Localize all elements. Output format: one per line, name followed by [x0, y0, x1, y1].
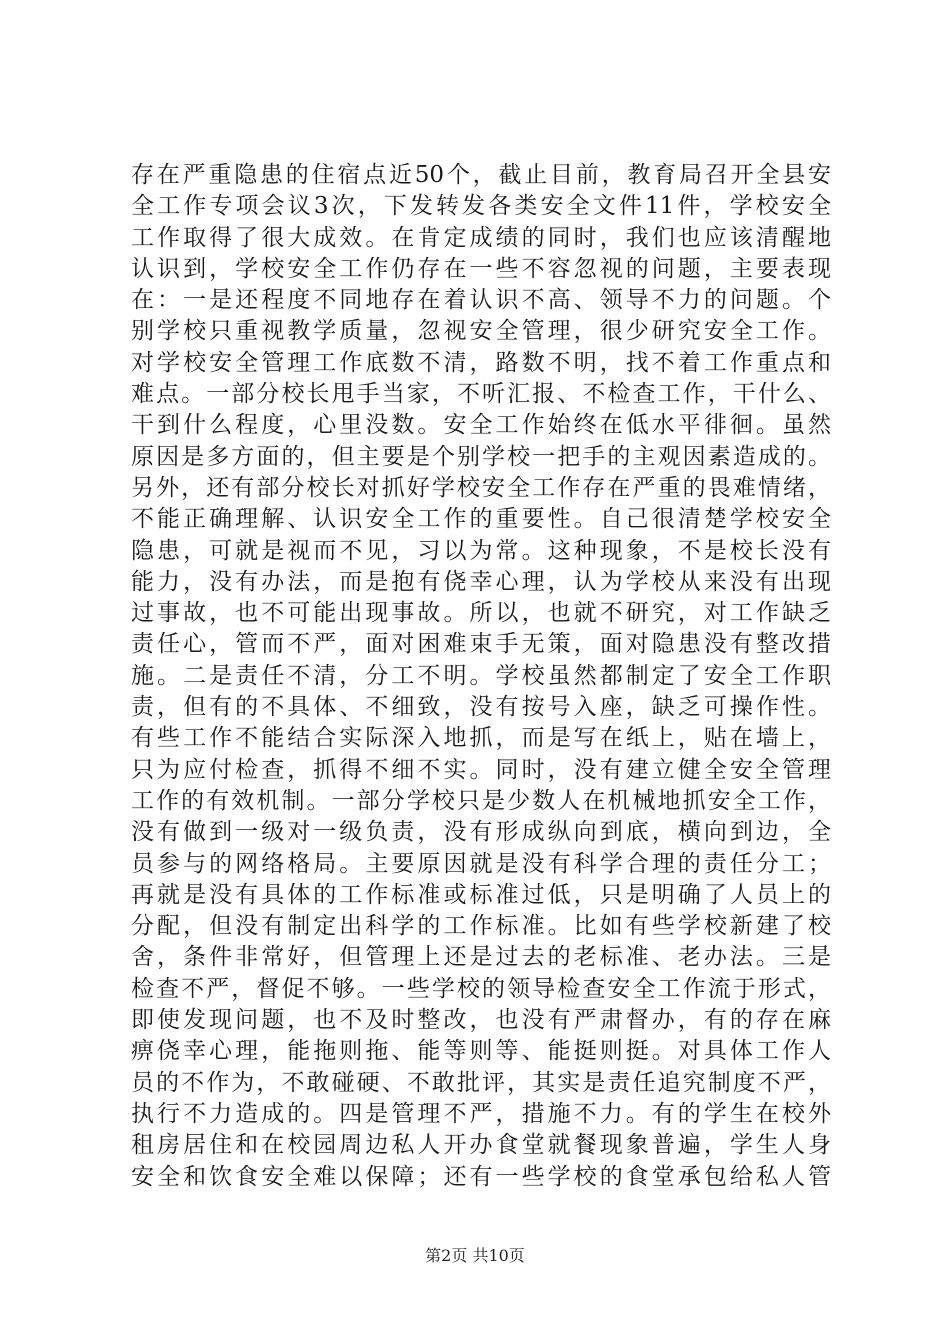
text-line: 施。二是责任不清，分工不明。学校虽然都制定了安全工作职 [131, 662, 831, 689]
text-line: 再就是没有具体的工作标准或标准过低，只是明确了人员上的 [131, 881, 831, 908]
text-line: 即使发现问题，也不及时整改，也没有严肃督办，有的存在麻 [131, 1007, 831, 1034]
text-line: 租房居住和在校园周边私人开办食堂就餐现象普遍，学生人身 [131, 1132, 831, 1159]
body-text [131, 160, 831, 1193]
text-line: 全工作专项会议3次，下发转发各类安全文件11件，学校安全 [131, 193, 831, 220]
text-line: 过事故，也不可能出现事故。所以，也就不研究，对工作缺乏 [131, 600, 831, 627]
text-line: 有些工作不能结合实际深入地抓，而是写在纸上，贴在墙上， [131, 725, 831, 752]
text-line: 别学校只重视教学质量，忽视安全管理，很少研究安全工作。 [131, 318, 831, 345]
text-line: 原因是多方面的，但主要是个别学校一把手的主观因素造成的。 [131, 443, 831, 470]
text-line: 认识到，学校安全工作仍存在一些不容忽视的问题，主要表现 [131, 255, 831, 282]
text-line: 责任心，管而不严，面对困难束手无策，面对隐患没有整改措 [131, 631, 831, 658]
text-line: 在：一是还程度不同地存在着认识不高、领导不力的问题。个 [131, 287, 831, 314]
text-line: 不能正确理解、认识安全工作的重要性。自己很清楚学校安全 [131, 506, 831, 533]
text-line: 安全和饮食安全难以保障；还有一些学校的食堂承包给私人管 [131, 1163, 831, 1190]
text-line: 存在严重隐患的住宿点近50个，截止目前，教育局召开全县安 [131, 162, 831, 188]
text-line: 难点。一部分校长甩手当家，不听汇报、不检查工作，干什么、 [131, 381, 831, 408]
text-line: 工作取得了很大成效。在肯定成绩的同时，我们也应该清醒地 [131, 224, 831, 251]
text-line: 隐患，可就是视而不见，习以为常。这种现象，不是校长没有 [131, 537, 831, 564]
text-line: 另外，还有部分校长对抓好学校安全工作存在严重的畏难情绪， [131, 474, 831, 501]
text-line: 员的不作为，不敢碰硬、不敢批评，其实是责任追究制度不严， [131, 1069, 831, 1096]
text-line: 执行不力造成的。四是管理不严，措施不力。有的学生在校外 [131, 1100, 831, 1127]
text-line: 干到什么程度，心里没数。安全工作始终在低水平徘徊。虽然 [131, 412, 831, 439]
text-line: 工作的有效机制。一部分学校只是少数人在机械地抓安全工作， [131, 787, 831, 814]
page-footer: 第2页 共10页 [425, 1246, 525, 1265]
text-line: 能力，没有办法，而是抱有侥幸心理，认为学校从来没有出现 [131, 568, 831, 595]
text-line: 只为应付检查，抓得不细不实。同时，没有建立健全安全管理 [131, 756, 831, 783]
text-line: 检查不严，督促不够。一些学校的领导检查安全工作流于形式， [131, 975, 831, 1002]
text-line: 对学校安全管理工作底数不清，路数不明，找不着工作重点和 [131, 349, 831, 376]
text-line: 分配，但没有制定出科学的工作标准。比如有些学校新建了校 [131, 913, 831, 940]
text-line: 员参与的网络格局。主要原因就是没有科学合理的责任分工； [131, 850, 831, 877]
text-line: 责，但有的不具体、不细致，没有按号入座，缺乏可操作性。 [131, 694, 831, 721]
text-line: 没有做到一级对一级负责，没有形成纵向到底，横向到边，全 [131, 819, 831, 846]
text-line: 痹侥幸心理，能拖则拖、能等则等、能挺则挺。对具体工作人 [131, 1038, 831, 1065]
text-line: 舍，条件非常好，但管理上还是过去的老标准、老办法。三是 [131, 944, 831, 971]
